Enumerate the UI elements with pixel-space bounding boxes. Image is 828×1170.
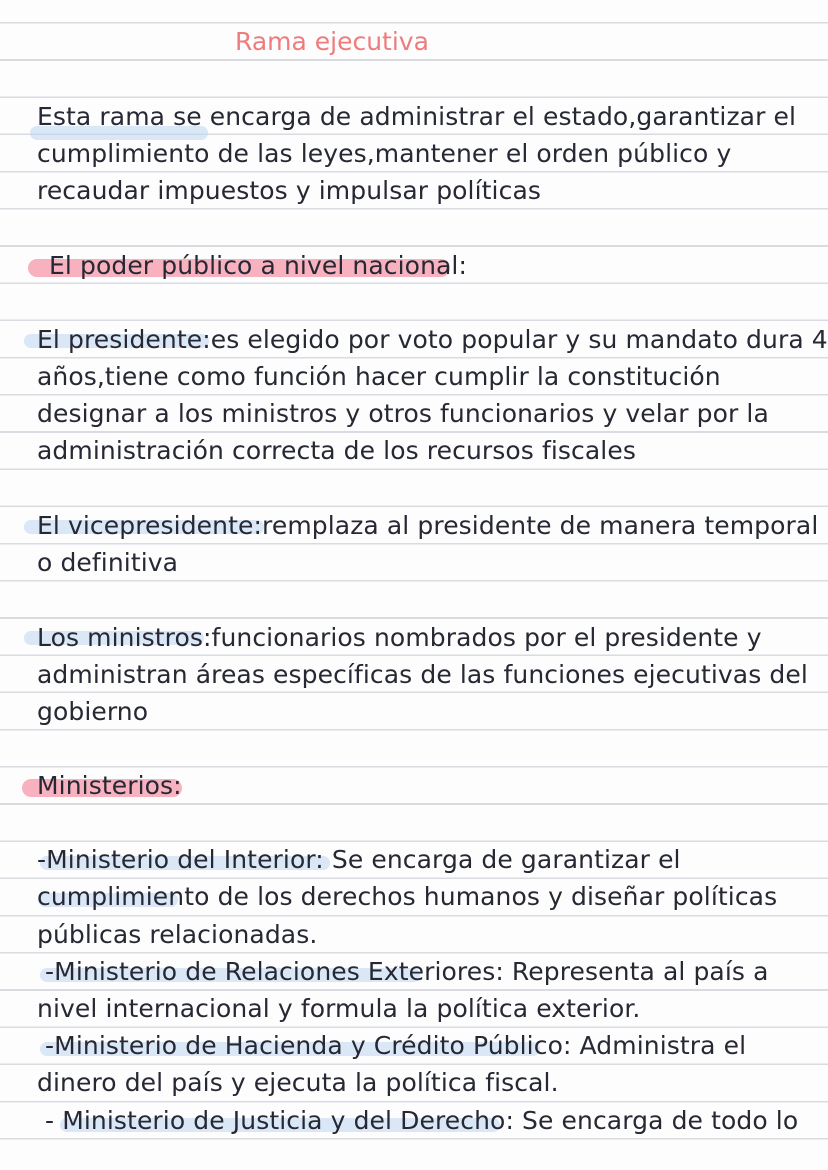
ministers-line-2: administran áreas específicas de las funciones ejecutivas del: [37, 660, 808, 689]
ministry-line-6: -Ministerio de Hacienda y Crédito Público: Administra el: [37, 1031, 747, 1060]
ministry-line-1: -Ministerio del Interior: Se encarga de garantizar el: [37, 845, 681, 874]
president-line-3: designar a los ministros y otros funcionarios y velar por la: [37, 399, 769, 428]
intro-line-1: Esta rama se encarga de administrar el estado,garantizar el: [37, 102, 797, 131]
ministry-line-7: dinero del país y ejecuta la política fiscal.: [37, 1068, 559, 1097]
vicepresident-line-2: o definitiva: [37, 548, 179, 577]
vicepresident-line-1: El vicepresidente:remplaza al presidente de manera temporal: [37, 511, 819, 540]
ministry-line-4: -Ministerio de Relaciones Exteriores: Representa al país a: [37, 957, 769, 986]
ministry-line-5: nivel internacional y formula la política exterior.: [37, 994, 641, 1023]
ministry-line-2: cumplimiento de los derechos humanos y diseñar políticas: [37, 882, 778, 911]
ministries-heading: Ministerios:: [37, 771, 182, 800]
page-title: Rama ejecutiva: [235, 27, 429, 56]
ministry-line-3: públicas relacionadas.: [37, 920, 318, 949]
president-line-2: años,tiene como función hacer cumplir la constitución: [37, 362, 721, 391]
section-heading: El poder público a nivel nacional:: [49, 251, 467, 280]
ministers-line-1: Los ministros:funcionarios nombrados por el presidente y: [37, 623, 762, 652]
president-line-4: administración correcta de los recursos fiscales: [37, 436, 636, 465]
ministry-line-8: - Ministerio de Justicia y del Derecho: Se encarga de todo lo: [37, 1106, 799, 1135]
intro-line-2: cumplimiento de las leyes,mantener el orden público y: [37, 139, 732, 168]
ministers-line-3: gobierno: [37, 697, 149, 726]
intro-line-3: recaudar impuestos y impulsar políticas: [37, 176, 541, 205]
president-line-1: El presidente:es elegido por voto popular y su mandato dura 4: [37, 325, 828, 354]
